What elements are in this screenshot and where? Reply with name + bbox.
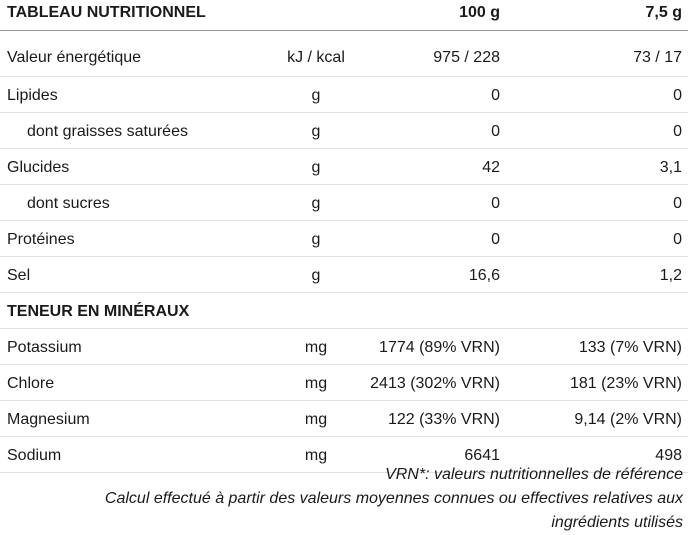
table-row <box>0 401 688 437</box>
row-label: Chlore <box>7 375 55 392</box>
row-value-7-5g: 9,14 (2% VRN) <box>574 411 682 428</box>
table-row <box>0 365 688 401</box>
row-unit: mg <box>304 447 328 464</box>
row-value-100g: 0 <box>491 195 500 212</box>
table-row <box>0 185 688 221</box>
row-unit: mg <box>304 339 328 356</box>
row-unit: g <box>311 231 321 248</box>
table-row <box>0 221 688 257</box>
row-unit: mg <box>304 411 328 428</box>
calculation-note-line-1: Calcul effectué à partir des valeurs moyennes connues ou effectives relatives aux <box>104 490 683 507</box>
row-value-7-5g: 73 / 17 <box>633 49 682 66</box>
row-value-7-5g: 181 (23% VRN) <box>569 375 682 392</box>
table-header <box>0 0 688 31</box>
row-label: dont graisses saturées <box>27 123 188 140</box>
row-value-100g: 2413 (302% VRN) <box>370 375 500 392</box>
row-label: dont sucres <box>27 195 110 212</box>
table-row <box>0 329 688 365</box>
table-row <box>0 257 688 293</box>
row-unit: kJ / kcal <box>287 49 345 66</box>
row-value-7-5g: 133 (7% VRN) <box>578 339 682 356</box>
row-unit: g <box>311 267 321 284</box>
table-title: TABLEAU NUTRITIONNEL <box>7 4 206 21</box>
row-unit: g <box>311 87 321 104</box>
table-row <box>0 43 688 77</box>
row-value-100g: 975 / 228 <box>433 49 500 66</box>
row-value-100g: 1774 (89% VRN) <box>379 339 500 356</box>
section-title: TENEUR EN MINÉRAUX <box>7 303 190 320</box>
column-header-100g: 100 g <box>459 4 500 21</box>
row-label: Magnesium <box>7 411 90 428</box>
row-unit: g <box>311 123 321 140</box>
row-value-100g: 0 <box>491 231 500 248</box>
row-value-7-5g: 0 <box>673 195 682 212</box>
row-value-100g: 6641 <box>464 447 500 464</box>
row-value-7-5g: 1,2 <box>659 267 682 284</box>
row-value-7-5g: 498 <box>655 447 682 464</box>
row-unit: mg <box>304 375 328 392</box>
vrn-footnote: VRN*: valeurs nutritionnelles de référence <box>385 466 683 483</box>
row-value-100g: 122 (33% VRN) <box>387 411 500 428</box>
minerals-section-header <box>0 293 688 329</box>
row-label: Valeur énergétique <box>7 49 142 66</box>
calculation-note-line-2: ingrédients utilisés <box>551 514 683 531</box>
column-header-7-5g: 7,5 g <box>645 4 682 21</box>
row-unit: g <box>311 195 321 212</box>
row-value-7-5g: 3,1 <box>659 159 682 176</box>
row-label: Glucides <box>7 159 70 176</box>
row-value-7-5g: 0 <box>673 123 682 140</box>
row-label: Potassium <box>7 339 82 356</box>
row-label: Sodium <box>7 447 62 464</box>
row-value-100g: 16,6 <box>468 267 500 284</box>
row-value-100g: 42 <box>482 159 500 176</box>
footnotes <box>43 463 683 535</box>
row-label: Protéines <box>7 231 75 248</box>
row-value-100g: 0 <box>491 87 500 104</box>
row-value-100g: 0 <box>491 123 500 140</box>
row-label: Lipides <box>7 87 58 104</box>
row-unit: g <box>311 159 321 176</box>
table-row <box>0 77 688 113</box>
row-value-7-5g: 0 <box>673 87 682 104</box>
table-row <box>0 149 688 185</box>
row-label: Sel <box>7 267 31 284</box>
table-row <box>0 113 688 149</box>
row-value-7-5g: 0 <box>673 231 682 248</box>
header-spacer <box>0 31 688 43</box>
